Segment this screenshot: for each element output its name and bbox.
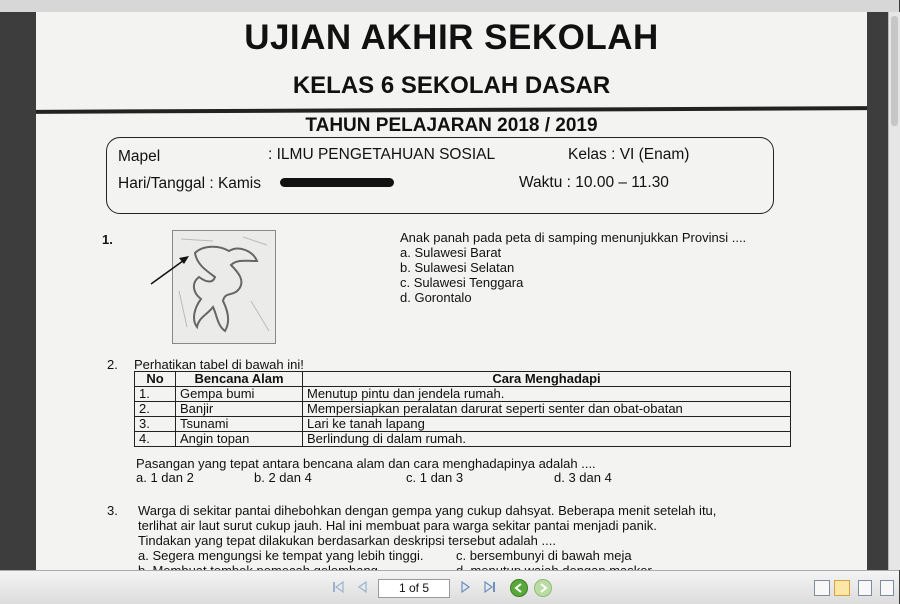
single-page-view-icon[interactable] xyxy=(814,580,830,596)
vertical-scrollbar[interactable] xyxy=(888,12,900,570)
q3-option-c: c. bersembunyi di bawah meja xyxy=(456,548,632,563)
q1-option-d: d. Gorontalo xyxy=(400,290,472,305)
scrollbar-thumb[interactable] xyxy=(891,16,898,126)
waktu-value: Waktu : 10.00 – 11.30 xyxy=(519,174,669,191)
table-header-row xyxy=(135,372,791,387)
q3-line-3: Tindakan yang tepat dilakukan berdasarkan deskripsi tersebut adalah .... xyxy=(138,533,556,548)
hari-tanggal-label: Hari/Tanggal : Kamis xyxy=(118,175,262,192)
sulawesi-map-image xyxy=(172,230,276,344)
q1-number: 1. xyxy=(102,232,113,247)
cell-no: 3. xyxy=(135,417,176,432)
next-page-icon[interactable] xyxy=(458,580,474,594)
q2-option-c: c. 1 dan 3 xyxy=(406,470,464,485)
q1-option-a: a. Sulawesi Barat xyxy=(400,245,502,260)
forward-icon[interactable] xyxy=(534,579,552,597)
disaster-table xyxy=(134,371,791,447)
last-page-icon[interactable] xyxy=(482,580,498,594)
table-row xyxy=(135,402,791,417)
exam-title: UJIAN AKHIR SEKOLAH xyxy=(244,18,659,57)
viewer-left-margin xyxy=(0,12,36,570)
cell-bencana: Tsunami xyxy=(176,417,303,432)
page-indicator[interactable]: 1 of 5 xyxy=(378,579,450,598)
exam-year: TAHUN PELAJARAN 2018 / 2019 xyxy=(305,115,598,136)
mapel-label: Mapel xyxy=(118,148,161,165)
previous-page-icon[interactable] xyxy=(354,580,370,594)
q2-option-d: d. 3 dan 4 xyxy=(554,470,612,485)
q1-option-c: c. Sulawesi Tenggara xyxy=(400,275,524,290)
q2-option-b: b. 2 dan 4 xyxy=(254,470,312,485)
q1-question: Anak panah pada peta di samping menunjukkan Provinsi .... xyxy=(400,230,747,245)
cell-no: 2. xyxy=(135,402,176,417)
document-page xyxy=(36,12,867,570)
table-row xyxy=(135,387,791,402)
col-header-cara: Cara Menghadapi xyxy=(303,372,791,387)
cell-cara: Menutup pintu dan jendela rumah. xyxy=(303,387,791,402)
cell-cara: Lari ke tanah lapang xyxy=(303,417,791,432)
header-rule xyxy=(36,106,867,114)
q1-option-b: b. Sulawesi Selatan xyxy=(400,260,515,275)
continuous-view-icon[interactable] xyxy=(834,580,850,596)
continuous-two-page-view-icon[interactable] xyxy=(880,580,894,596)
viewer-right-margin xyxy=(867,12,888,570)
kelas-value: Kelas : VI (Enam) xyxy=(568,146,690,163)
cell-bencana: Banjir xyxy=(176,402,303,417)
map-arrow-icon xyxy=(149,252,193,286)
viewer-toolbar xyxy=(0,570,899,604)
table-row xyxy=(135,417,791,432)
cell-cara: Mempersiapkan peralatan darurat seperti senter dan obat-obatan xyxy=(303,402,791,417)
col-header-bencana: Bencana Alam xyxy=(176,372,303,387)
col-header-no: No xyxy=(135,372,176,387)
q2-number: 2. xyxy=(107,357,118,372)
cell-bencana: Gempa bumi xyxy=(176,387,303,402)
q2-intro: Perhatikan tabel di bawah ini! xyxy=(134,357,304,372)
table-row xyxy=(135,432,791,447)
cell-no: 1. xyxy=(135,387,176,402)
first-page-icon[interactable] xyxy=(330,580,346,594)
cell-bencana: Angin topan xyxy=(176,432,303,447)
q3-line-1: Warga di sekitar pantai dihebohkan dengan gempa yang cukup dahsyat. Beberapa menit setelah itu, xyxy=(138,503,717,518)
q3-option-a: a. Segera mengungsi ke tempat yang lebih tinggi. xyxy=(138,548,424,563)
mapel-value: : ILMU PENGETAHUAN SOSIAL xyxy=(268,146,496,163)
two-page-view-icon[interactable] xyxy=(858,580,872,596)
q3-line-2: terlihat air laut surut cukup jauh. Hal ini membuat para warga sekitar pantai menjadi panik. xyxy=(138,518,657,533)
q2-prompt: Pasangan yang tepat antara bencana alam dan cara menghadapinya adalah .... xyxy=(136,456,596,471)
q2-option-a: a. 1 dan 2 xyxy=(136,470,194,485)
exam-subtitle: KELAS 6 SEKOLAH DASAR xyxy=(292,72,611,99)
redacted-date xyxy=(280,178,394,187)
q3-number: 3. xyxy=(107,503,118,518)
back-icon[interactable] xyxy=(510,579,528,597)
cell-no: 4. xyxy=(135,432,176,447)
cell-cara: Berlindung di dalam rumah. xyxy=(303,432,791,447)
